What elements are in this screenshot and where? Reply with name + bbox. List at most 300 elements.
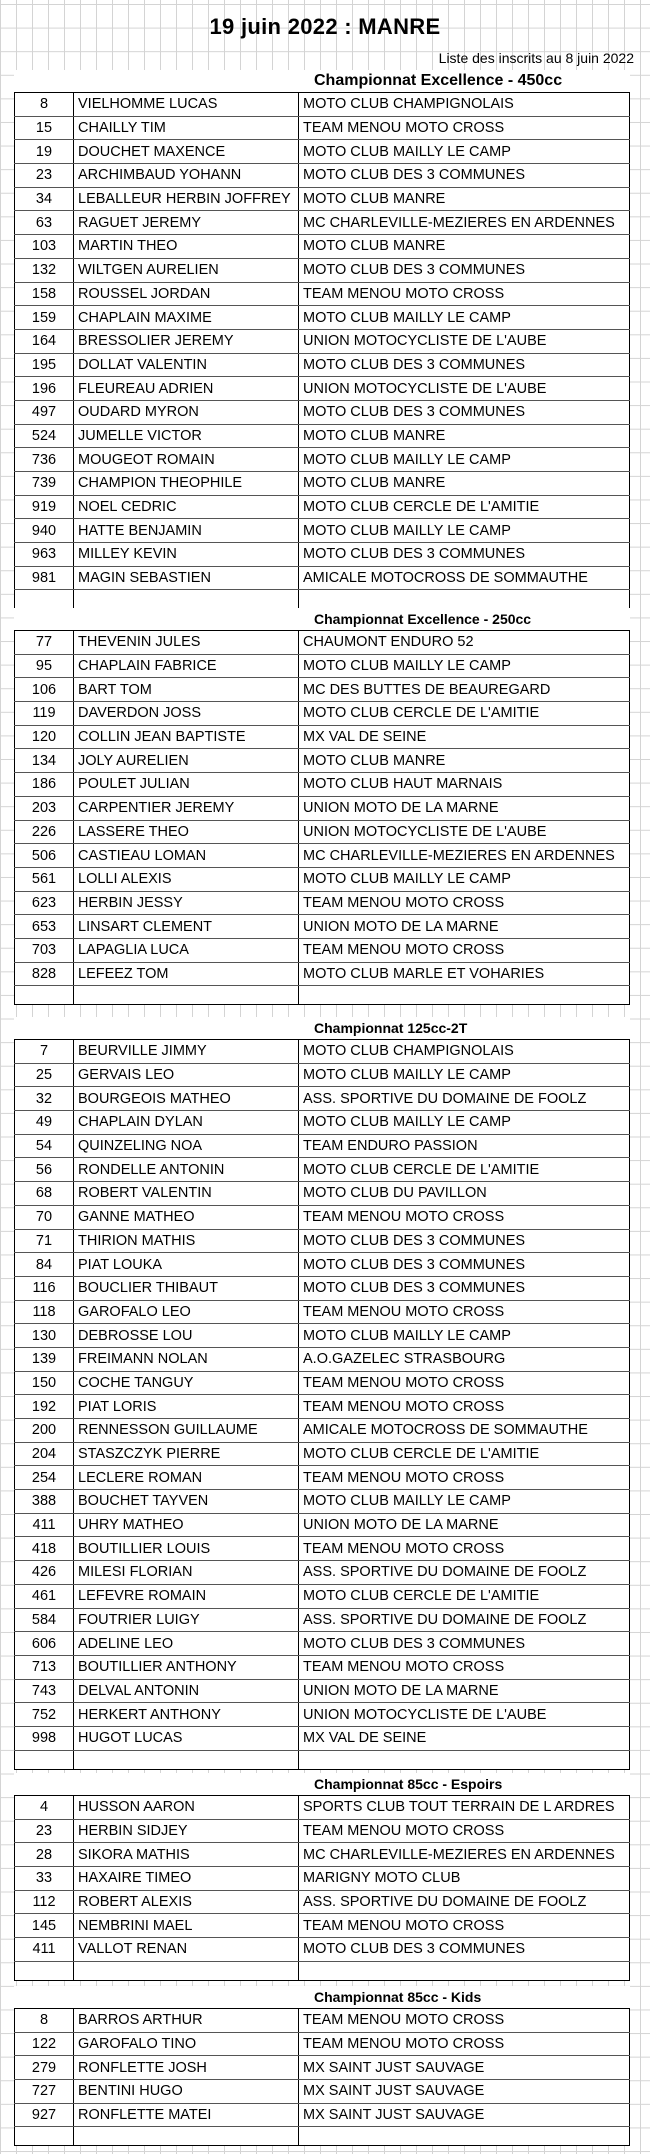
rider-name-cell: COCHE TANGUY bbox=[74, 1371, 299, 1395]
table-row bbox=[15, 258, 630, 282]
club-name-cell: TEAM MENOU MOTO CROSS bbox=[299, 1205, 630, 1229]
club-name-cell: MC CHARLEVILLE-MEZIERES EN ARDENNES bbox=[299, 211, 630, 235]
rider-name-cell: UHRY MATHEO bbox=[74, 1513, 299, 1537]
rider-name-cell: LECLERE ROMAN bbox=[74, 1466, 299, 1490]
entries-table bbox=[14, 1795, 630, 1981]
rider-number-cell: 981 bbox=[15, 566, 74, 590]
table-row bbox=[15, 1726, 630, 1750]
table-row bbox=[15, 2080, 630, 2104]
rider-name-cell: CHAPLAIN MAXIME bbox=[74, 306, 299, 330]
table-row bbox=[15, 915, 630, 939]
page-subtitle: Liste des inscrits au 8 juin 2022 bbox=[438, 50, 634, 66]
club-name-cell: MOTO CLUB MAILLY LE CAMP bbox=[299, 1490, 630, 1514]
rider-number-cell: 200 bbox=[15, 1419, 74, 1443]
club-name-cell: UNION MOTOCYCLISTE DE L'AUBE bbox=[299, 1703, 630, 1727]
table-row bbox=[15, 725, 630, 749]
table-row bbox=[15, 306, 630, 330]
rider-name-cell: COLLIN JEAN BAPTISTE bbox=[74, 725, 299, 749]
club-name-cell: MOTO CLUB DU PAVILLON bbox=[299, 1182, 630, 1206]
rider-name-cell: BART TOM bbox=[74, 678, 299, 702]
table-row-blank bbox=[15, 1961, 630, 1980]
club-name-cell: CHAUMONT ENDURO 52 bbox=[299, 631, 630, 655]
rider-name-cell: LASSERE THEO bbox=[74, 820, 299, 844]
rider-number-cell: 28 bbox=[15, 1843, 74, 1867]
club-name-cell: UNION MOTOCYCLISTE DE L'AUBE bbox=[299, 377, 630, 401]
table-row bbox=[15, 1347, 630, 1371]
table-row bbox=[15, 164, 630, 188]
rider-number-cell: 561 bbox=[15, 867, 74, 891]
rider-name-cell: ARCHIMBAUD YOHANN bbox=[74, 164, 299, 188]
club-name-cell: MOTO CLUB DES 3 COMMUNES bbox=[299, 1229, 630, 1253]
rider-name-cell: PIAT LORIS bbox=[74, 1395, 299, 1419]
table-row bbox=[15, 1843, 630, 1867]
section-title: Championnat 85cc - Kids bbox=[14, 1986, 630, 2008]
table-row bbox=[15, 796, 630, 820]
blank-cell bbox=[299, 590, 630, 609]
rider-number-cell: 203 bbox=[15, 796, 74, 820]
rider-name-cell: DOUCHET MAXENCE bbox=[74, 140, 299, 164]
rider-name-cell: LEFEVRE ROMAIN bbox=[74, 1584, 299, 1608]
section-title: Championnat 125cc-2T bbox=[14, 1017, 630, 1039]
club-name-cell: A.O.GAZELEC STRASBOURG bbox=[299, 1347, 630, 1371]
blank-cell bbox=[74, 1961, 299, 1980]
club-name-cell: MOTO CLUB MAILLY LE CAMP bbox=[299, 1063, 630, 1087]
rider-number-cell: 33 bbox=[15, 1867, 74, 1891]
rider-name-cell: BOUCHET TAYVEN bbox=[74, 1490, 299, 1514]
table-row bbox=[15, 867, 630, 891]
rider-number-cell: 54 bbox=[15, 1134, 74, 1158]
rider-name-cell: THEVENIN JULES bbox=[74, 631, 299, 655]
club-name-cell: MOTO CLUB CERCLE DE L'AMITIE bbox=[299, 495, 630, 519]
table-row bbox=[15, 844, 630, 868]
club-name-cell: MOTO CLUB MANRE bbox=[299, 187, 630, 211]
rider-name-cell: GAROFALO TINO bbox=[74, 2032, 299, 2056]
table-row bbox=[15, 1867, 630, 1891]
club-name-cell: UNION MOTOCYCLISTE DE L'AUBE bbox=[299, 329, 630, 353]
rider-number-cell: 84 bbox=[15, 1253, 74, 1277]
blank-cell bbox=[74, 1750, 299, 1769]
section-125cc-2t bbox=[14, 1017, 630, 1770]
rider-name-cell: MILLEY KEVIN bbox=[74, 543, 299, 567]
table-row bbox=[15, 140, 630, 164]
rider-number-cell: 196 bbox=[15, 377, 74, 401]
table-row bbox=[15, 424, 630, 448]
rider-name-cell: BEURVILLE JIMMY bbox=[74, 1040, 299, 1064]
rider-number-cell: 71 bbox=[15, 1229, 74, 1253]
rider-number-cell: 34 bbox=[15, 187, 74, 211]
club-name-cell: MC CHARLEVILLE-MEZIERES EN ARDENNES bbox=[299, 1843, 630, 1867]
table-row bbox=[15, 187, 630, 211]
rider-number-cell: 195 bbox=[15, 353, 74, 377]
rider-number-cell: 130 bbox=[15, 1324, 74, 1348]
club-name-cell: MOTO CLUB DES 3 COMMUNES bbox=[299, 164, 630, 188]
rider-name-cell: BOUCLIER THIBAUT bbox=[74, 1276, 299, 1300]
rider-name-cell: DOLLAT VALENTIN bbox=[74, 353, 299, 377]
rider-number-cell: 23 bbox=[15, 164, 74, 188]
rider-name-cell: JUMELLE VICTOR bbox=[74, 424, 299, 448]
table-row bbox=[15, 1324, 630, 1348]
table-row bbox=[15, 329, 630, 353]
club-name-cell: MOTO CLUB HAUT MARNAIS bbox=[299, 773, 630, 797]
rider-number-cell: 70 bbox=[15, 1205, 74, 1229]
table-row bbox=[15, 1040, 630, 1064]
rider-name-cell: GANNE MATHEO bbox=[74, 1205, 299, 1229]
table-row bbox=[15, 472, 630, 496]
club-name-cell: MOTO CLUB MAILLY LE CAMP bbox=[299, 306, 630, 330]
table-row-blank bbox=[15, 1750, 630, 1769]
table-row bbox=[15, 1442, 630, 1466]
rider-number-cell: 150 bbox=[15, 1371, 74, 1395]
table-row bbox=[15, 1819, 630, 1843]
rider-name-cell: RONDELLE ANTONIN bbox=[74, 1158, 299, 1182]
blank-cell bbox=[74, 590, 299, 609]
table-row bbox=[15, 1938, 630, 1962]
blank-cell bbox=[74, 2127, 299, 2146]
table-row-blank bbox=[15, 986, 630, 1005]
table-row bbox=[15, 235, 630, 259]
club-name-cell: TEAM MENOU MOTO CROSS bbox=[299, 2009, 630, 2033]
club-name-cell: TEAM MENOU MOTO CROSS bbox=[299, 891, 630, 915]
club-name-cell: MOTO CLUB CERCLE DE L'AMITIE bbox=[299, 1442, 630, 1466]
rider-number-cell: 103 bbox=[15, 235, 74, 259]
club-name-cell: MOTO CLUB MARLE ET VOHARIES bbox=[299, 962, 630, 986]
table-row bbox=[15, 1371, 630, 1395]
rider-name-cell: MILESI FLORIAN bbox=[74, 1561, 299, 1585]
table-row bbox=[15, 2032, 630, 2056]
entries-table bbox=[14, 630, 630, 1005]
club-name-cell: MOTO CLUB MANRE bbox=[299, 424, 630, 448]
table-row bbox=[15, 211, 630, 235]
rider-name-cell: HERBIN SIDJEY bbox=[74, 1819, 299, 1843]
rider-number-cell: 418 bbox=[15, 1537, 74, 1561]
rider-number-cell: 752 bbox=[15, 1703, 74, 1727]
club-name-cell: UNION MOTO DE LA MARNE bbox=[299, 796, 630, 820]
club-name-cell: TEAM MENOU MOTO CROSS bbox=[299, 1371, 630, 1395]
rider-number-cell: 411 bbox=[15, 1938, 74, 1962]
rider-name-cell: FREIMANN NOLAN bbox=[74, 1347, 299, 1371]
rider-number-cell: 279 bbox=[15, 2056, 74, 2080]
rider-name-cell: NEMBRINI MAEL bbox=[74, 1914, 299, 1938]
rider-name-cell: ROBERT ALEXIS bbox=[74, 1890, 299, 1914]
rider-number-cell: 164 bbox=[15, 329, 74, 353]
rider-number-cell: 584 bbox=[15, 1608, 74, 1632]
club-name-cell: MOTO CLUB CHAMPIGNOLAIS bbox=[299, 1040, 630, 1064]
club-name-cell: MX SAINT JUST SAUVAGE bbox=[299, 2080, 630, 2104]
club-name-cell: MOTO CLUB DES 3 COMMUNES bbox=[299, 353, 630, 377]
rider-number-cell: 727 bbox=[15, 2080, 74, 2104]
rider-number-cell: 158 bbox=[15, 282, 74, 306]
club-name-cell: TEAM MENOU MOTO CROSS bbox=[299, 1300, 630, 1324]
club-name-cell: MOTO CLUB MAILLY LE CAMP bbox=[299, 140, 630, 164]
rider-number-cell: 461 bbox=[15, 1584, 74, 1608]
club-name-cell: UNION MOTO DE LA MARNE bbox=[299, 1679, 630, 1703]
club-name-cell: MOTO CLUB MAILLY LE CAMP bbox=[299, 519, 630, 543]
club-name-cell: MOTO CLUB MANRE bbox=[299, 749, 630, 773]
rider-name-cell: MOUGEOT ROMAIN bbox=[74, 448, 299, 472]
rider-name-cell: RENNESSON GUILLAUME bbox=[74, 1419, 299, 1443]
section-title: Championnat Excellence - 250cc bbox=[14, 608, 630, 630]
table-row bbox=[15, 377, 630, 401]
rider-name-cell: ROUSSEL JORDAN bbox=[74, 282, 299, 306]
rider-number-cell: 919 bbox=[15, 495, 74, 519]
table-row bbox=[15, 1796, 630, 1820]
rider-number-cell: 68 bbox=[15, 1182, 74, 1206]
blank-cell bbox=[15, 2127, 74, 2146]
club-name-cell: TEAM MENOU MOTO CROSS bbox=[299, 1466, 630, 1490]
club-name-cell: MX VAL DE SEINE bbox=[299, 1726, 630, 1750]
rider-number-cell: 388 bbox=[15, 1490, 74, 1514]
rider-number-cell: 524 bbox=[15, 424, 74, 448]
rider-number-cell: 828 bbox=[15, 962, 74, 986]
rider-number-cell: 19 bbox=[15, 140, 74, 164]
club-name-cell: MOTO CLUB CERCLE DE L'AMITIE bbox=[299, 702, 630, 726]
rider-number-cell: 192 bbox=[15, 1395, 74, 1419]
rider-name-cell: VALLOT RENAN bbox=[74, 1938, 299, 1962]
table-row bbox=[15, 1111, 630, 1135]
rider-number-cell: 653 bbox=[15, 915, 74, 939]
rider-number-cell: 736 bbox=[15, 448, 74, 472]
rider-number-cell: 139 bbox=[15, 1347, 74, 1371]
entries-table bbox=[14, 2008, 630, 2146]
club-name-cell: MOTO CLUB DES 3 COMMUNES bbox=[299, 258, 630, 282]
club-name-cell: MOTO CLUB MAILLY LE CAMP bbox=[299, 867, 630, 891]
rider-number-cell: 32 bbox=[15, 1087, 74, 1111]
table-row-blank bbox=[15, 590, 630, 609]
rider-name-cell: CHAPLAIN DYLAN bbox=[74, 1111, 299, 1135]
table-row bbox=[15, 1182, 630, 1206]
club-name-cell: TEAM MENOU MOTO CROSS bbox=[299, 1655, 630, 1679]
page-title: 19 juin 2022 : MANRE bbox=[209, 14, 441, 39]
rider-name-cell: BOUTILLIER LOUIS bbox=[74, 1537, 299, 1561]
rider-name-cell: BRESSOLIER JEREMY bbox=[74, 329, 299, 353]
rider-number-cell: 49 bbox=[15, 1111, 74, 1135]
club-name-cell: AMICALE MOTOCROSS DE SOMMAUTHE bbox=[299, 1419, 630, 1443]
table-row bbox=[15, 773, 630, 797]
rider-number-cell: 7 bbox=[15, 1040, 74, 1064]
rider-number-cell: 15 bbox=[15, 116, 74, 140]
rider-name-cell: MARTIN THEO bbox=[74, 235, 299, 259]
table-row bbox=[15, 400, 630, 424]
club-name-cell: TEAM MENOU MOTO CROSS bbox=[299, 1914, 630, 1938]
table-row bbox=[15, 1063, 630, 1087]
section-85cc-kids bbox=[14, 1986, 630, 2146]
rider-name-cell: HAXAIRE TIMEO bbox=[74, 1867, 299, 1891]
rider-number-cell: 122 bbox=[15, 2032, 74, 2056]
club-name-cell: MOTO CLUB MAILLY LE CAMP bbox=[299, 1111, 630, 1135]
section-excellence-250cc bbox=[14, 608, 630, 1005]
rider-number-cell: 927 bbox=[15, 2103, 74, 2127]
rider-name-cell: VIELHOMME LUCAS bbox=[74, 93, 299, 117]
table-row bbox=[15, 1229, 630, 1253]
rider-number-cell: 132 bbox=[15, 258, 74, 282]
table-row bbox=[15, 962, 630, 986]
rider-number-cell: 226 bbox=[15, 820, 74, 844]
table-row bbox=[15, 2056, 630, 2080]
table-row bbox=[15, 1395, 630, 1419]
rider-number-cell: 116 bbox=[15, 1276, 74, 1300]
rider-name-cell: LAPAGLIA LUCA bbox=[74, 938, 299, 962]
rider-name-cell: BOUTILLIER ANTHONY bbox=[74, 1655, 299, 1679]
club-name-cell: MOTO CLUB DES 3 COMMUNES bbox=[299, 1276, 630, 1300]
club-name-cell: MOTO CLUB DES 3 COMMUNES bbox=[299, 1253, 630, 1277]
blank-cell bbox=[299, 1961, 630, 1980]
table-row bbox=[15, 282, 630, 306]
rider-name-cell: CHAMPION THEOPHILE bbox=[74, 472, 299, 496]
table-row bbox=[15, 1513, 630, 1537]
table-row bbox=[15, 353, 630, 377]
table-row bbox=[15, 566, 630, 590]
rider-name-cell: LOLLI ALEXIS bbox=[74, 867, 299, 891]
table-row bbox=[15, 1890, 630, 1914]
rider-name-cell: HUSSON AARON bbox=[74, 1796, 299, 1820]
table-row bbox=[15, 1158, 630, 1182]
rider-name-cell: BARROS ARTHUR bbox=[74, 2009, 299, 2033]
table-row bbox=[15, 1300, 630, 1324]
rider-name-cell: JOLY AURELIEN bbox=[74, 749, 299, 773]
section-title: Championnat Excellence - 450cc bbox=[14, 70, 630, 92]
rider-number-cell: 703 bbox=[15, 938, 74, 962]
club-name-cell: MOTO CLUB MAILLY LE CAMP bbox=[299, 654, 630, 678]
rider-number-cell: 940 bbox=[15, 519, 74, 543]
table-row bbox=[15, 1632, 630, 1656]
table-row bbox=[15, 1703, 630, 1727]
rider-name-cell: GERVAIS LEO bbox=[74, 1063, 299, 1087]
rider-name-cell: HERBIN JESSY bbox=[74, 891, 299, 915]
club-name-cell: TEAM MENOU MOTO CROSS bbox=[299, 282, 630, 306]
club-name-cell: MX SAINT JUST SAUVAGE bbox=[299, 2103, 630, 2127]
club-name-cell: MX VAL DE SEINE bbox=[299, 725, 630, 749]
entries-table bbox=[14, 1039, 630, 1770]
rider-number-cell: 106 bbox=[15, 678, 74, 702]
rider-name-cell: RONFLETTE JOSH bbox=[74, 2056, 299, 2080]
table-row bbox=[15, 116, 630, 140]
table-row bbox=[15, 1087, 630, 1111]
club-name-cell: MOTO CLUB CERCLE DE L'AMITIE bbox=[299, 1158, 630, 1182]
club-name-cell: UNION MOTOCYCLISTE DE L'AUBE bbox=[299, 820, 630, 844]
rider-name-cell: FLEUREAU ADRIEN bbox=[74, 377, 299, 401]
rider-name-cell: POULET JULIAN bbox=[74, 773, 299, 797]
rider-number-cell: 743 bbox=[15, 1679, 74, 1703]
club-name-cell: MX SAINT JUST SAUVAGE bbox=[299, 2056, 630, 2080]
rider-name-cell: GAROFALO LEO bbox=[74, 1300, 299, 1324]
rider-name-cell: NOEL CEDRIC bbox=[74, 495, 299, 519]
table-row bbox=[15, 1205, 630, 1229]
rider-name-cell: RAGUET JEREMY bbox=[74, 211, 299, 235]
rider-number-cell: 77 bbox=[15, 631, 74, 655]
club-name-cell: MOTO CLUB DES 3 COMMUNES bbox=[299, 543, 630, 567]
rider-number-cell: 95 bbox=[15, 654, 74, 678]
rider-name-cell: BOURGEOIS MATHEO bbox=[74, 1087, 299, 1111]
table-row bbox=[15, 702, 630, 726]
rider-name-cell: DEBROSSE LOU bbox=[74, 1324, 299, 1348]
club-name-cell: UNION MOTO DE LA MARNE bbox=[299, 1513, 630, 1537]
club-name-cell: MOTO CLUB MANRE bbox=[299, 472, 630, 496]
table-row bbox=[15, 2103, 630, 2127]
table-row bbox=[15, 631, 630, 655]
club-name-cell: ASS. SPORTIVE DU DOMAINE DE FOOLZ bbox=[299, 1561, 630, 1585]
club-name-cell: TEAM MENOU MOTO CROSS bbox=[299, 1819, 630, 1843]
rider-number-cell: 713 bbox=[15, 1655, 74, 1679]
rider-name-cell: SIKORA MATHIS bbox=[74, 1843, 299, 1867]
rider-number-cell: 254 bbox=[15, 1466, 74, 1490]
rider-name-cell: CARPENTIER JEREMY bbox=[74, 796, 299, 820]
club-name-cell: TEAM MENOU MOTO CROSS bbox=[299, 1537, 630, 1561]
club-name-cell: TEAM MENOU MOTO CROSS bbox=[299, 1395, 630, 1419]
rider-number-cell: 25 bbox=[15, 1063, 74, 1087]
club-name-cell: MC CHARLEVILLE-MEZIERES EN ARDENNES bbox=[299, 844, 630, 868]
rider-number-cell: 963 bbox=[15, 543, 74, 567]
rider-number-cell: 497 bbox=[15, 400, 74, 424]
blank-cell bbox=[15, 1750, 74, 1769]
table-row bbox=[15, 543, 630, 567]
rider-number-cell: 623 bbox=[15, 891, 74, 915]
table-row bbox=[15, 1253, 630, 1277]
club-name-cell: TEAM ENDURO PASSION bbox=[299, 1134, 630, 1158]
table-row bbox=[15, 1584, 630, 1608]
rider-number-cell: 8 bbox=[15, 93, 74, 117]
rider-name-cell: FOUTRIER LUIGY bbox=[74, 1608, 299, 1632]
rider-number-cell: 63 bbox=[15, 211, 74, 235]
rider-name-cell: MAGIN SEBASTIEN bbox=[74, 566, 299, 590]
rider-number-cell: 204 bbox=[15, 1442, 74, 1466]
rider-number-cell: 56 bbox=[15, 1158, 74, 1182]
rider-number-cell: 145 bbox=[15, 1914, 74, 1938]
rider-name-cell: LEFEEZ TOM bbox=[74, 962, 299, 986]
club-name-cell: ASS. SPORTIVE DU DOMAINE DE FOOLZ bbox=[299, 1890, 630, 1914]
rider-number-cell: 426 bbox=[15, 1561, 74, 1585]
blank-cell bbox=[74, 986, 299, 1005]
rider-name-cell: CHAPLAIN FABRICE bbox=[74, 654, 299, 678]
table-row bbox=[15, 495, 630, 519]
club-name-cell: MC DES BUTTES DE BEAUREGARD bbox=[299, 678, 630, 702]
rider-name-cell: THIRION MATHIS bbox=[74, 1229, 299, 1253]
table-row bbox=[15, 1490, 630, 1514]
table-row bbox=[15, 891, 630, 915]
table-row bbox=[15, 1608, 630, 1632]
table-row bbox=[15, 1561, 630, 1585]
rider-name-cell: HUGOT LUCAS bbox=[74, 1726, 299, 1750]
table-row bbox=[15, 820, 630, 844]
rider-name-cell: ROBERT VALENTIN bbox=[74, 1182, 299, 1206]
rider-number-cell: 4 bbox=[15, 1796, 74, 1820]
rider-number-cell: 8 bbox=[15, 2009, 74, 2033]
rider-name-cell: DELVAL ANTONIN bbox=[74, 1679, 299, 1703]
rider-name-cell: WILTGEN AURELIEN bbox=[74, 258, 299, 282]
rider-name-cell: RONFLETTE MATEI bbox=[74, 2103, 299, 2127]
table-row bbox=[15, 448, 630, 472]
rider-name-cell: LINSART CLEMENT bbox=[74, 915, 299, 939]
table-row bbox=[15, 1419, 630, 1443]
rider-number-cell: 739 bbox=[15, 472, 74, 496]
club-name-cell: MOTO CLUB DES 3 COMMUNES bbox=[299, 1632, 630, 1656]
club-name-cell: MOTO CLUB DES 3 COMMUNES bbox=[299, 1938, 630, 1962]
section-title: Championnat 85cc - Espoirs bbox=[14, 1773, 630, 1795]
rider-number-cell: 998 bbox=[15, 1726, 74, 1750]
club-name-cell: UNION MOTO DE LA MARNE bbox=[299, 915, 630, 939]
club-name-cell: AMICALE MOTOCROSS DE SOMMAUTHE bbox=[299, 566, 630, 590]
club-name-cell: TEAM MENOU MOTO CROSS bbox=[299, 938, 630, 962]
rider-number-cell: 506 bbox=[15, 844, 74, 868]
table-row bbox=[15, 1655, 630, 1679]
rider-number-cell: 159 bbox=[15, 306, 74, 330]
rider-number-cell: 23 bbox=[15, 1819, 74, 1843]
blank-cell bbox=[299, 2127, 630, 2146]
table-row bbox=[15, 519, 630, 543]
rider-name-cell: DAVERDON JOSS bbox=[74, 702, 299, 726]
rider-number-cell: 112 bbox=[15, 1890, 74, 1914]
table-row bbox=[15, 93, 630, 117]
rider-number-cell: 186 bbox=[15, 773, 74, 797]
